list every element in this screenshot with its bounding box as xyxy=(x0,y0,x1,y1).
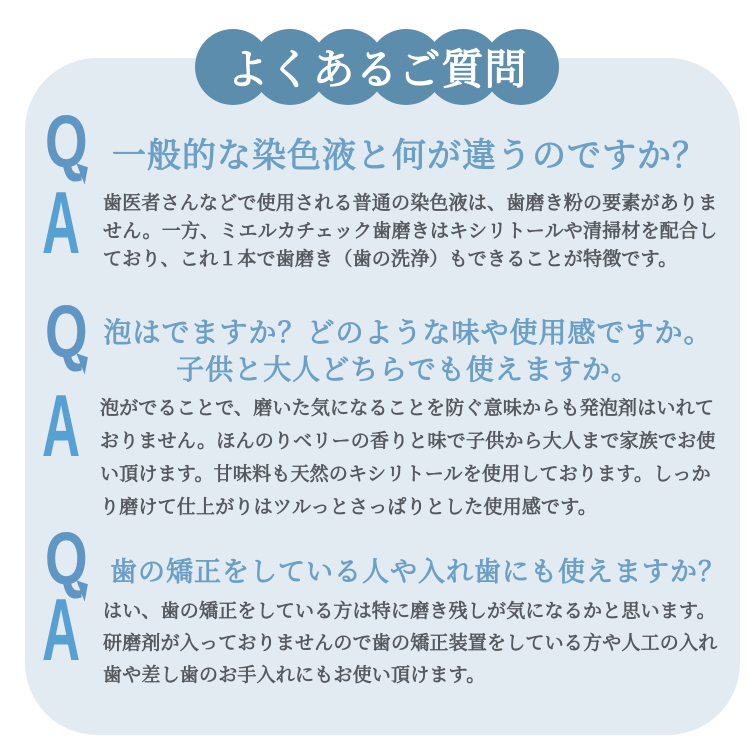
a-badge: A xyxy=(42,580,81,679)
question-text xyxy=(100,314,716,388)
page-title: よくあるご質問 xyxy=(226,46,528,93)
question-line-1: 泡はでますか？どのような味や使用感ですか。 xyxy=(103,317,713,348)
a-badge: A xyxy=(42,376,81,475)
answer-text: 歯医者さんなどで使用される普通の染色液は、歯磨き粉の要素がありません。一方、ミエルカチェック歯磨きはキシリトールや清掃材を配合しており、これ１本で歯磨き（歯の洗浄）もできることが特徴です。 xyxy=(103,193,718,270)
q-badge: Q xyxy=(45,517,88,600)
faq-title-banner xyxy=(193,26,561,108)
question-text: 一般的な染色液と何が違うのですか？ xyxy=(112,137,707,175)
q-badge: Q xyxy=(45,100,88,183)
answer-text: はい、歯の矯正をしている方は特に磨き残しが気になるかと思います。研磨剤が入っておりませんので歯の矯正装置をしている方や人工の入れ歯や差し歯のお手入れにもお使い頂けます。 xyxy=(103,601,718,686)
question-line-2: 子供と大人どちらでも使えますか。 xyxy=(176,354,640,385)
a-badge: A xyxy=(42,173,81,272)
answer-text: 泡がでることで、磨いた気になることを防ぐ意味からも発泡剤はいれておりません。ほんのりベリーの香りと味で子供から大人まで家族でお使い頂けます。甘味料も天然のキシリトールを使用しております。しっかり磨けて仕上がりはツルっとさっぱりとした使用感です。 xyxy=(100,398,716,518)
question-text: 歯の矯正をしている人や入れ歯にも使えますか？ xyxy=(110,557,726,587)
q-badge: Q xyxy=(45,290,88,373)
